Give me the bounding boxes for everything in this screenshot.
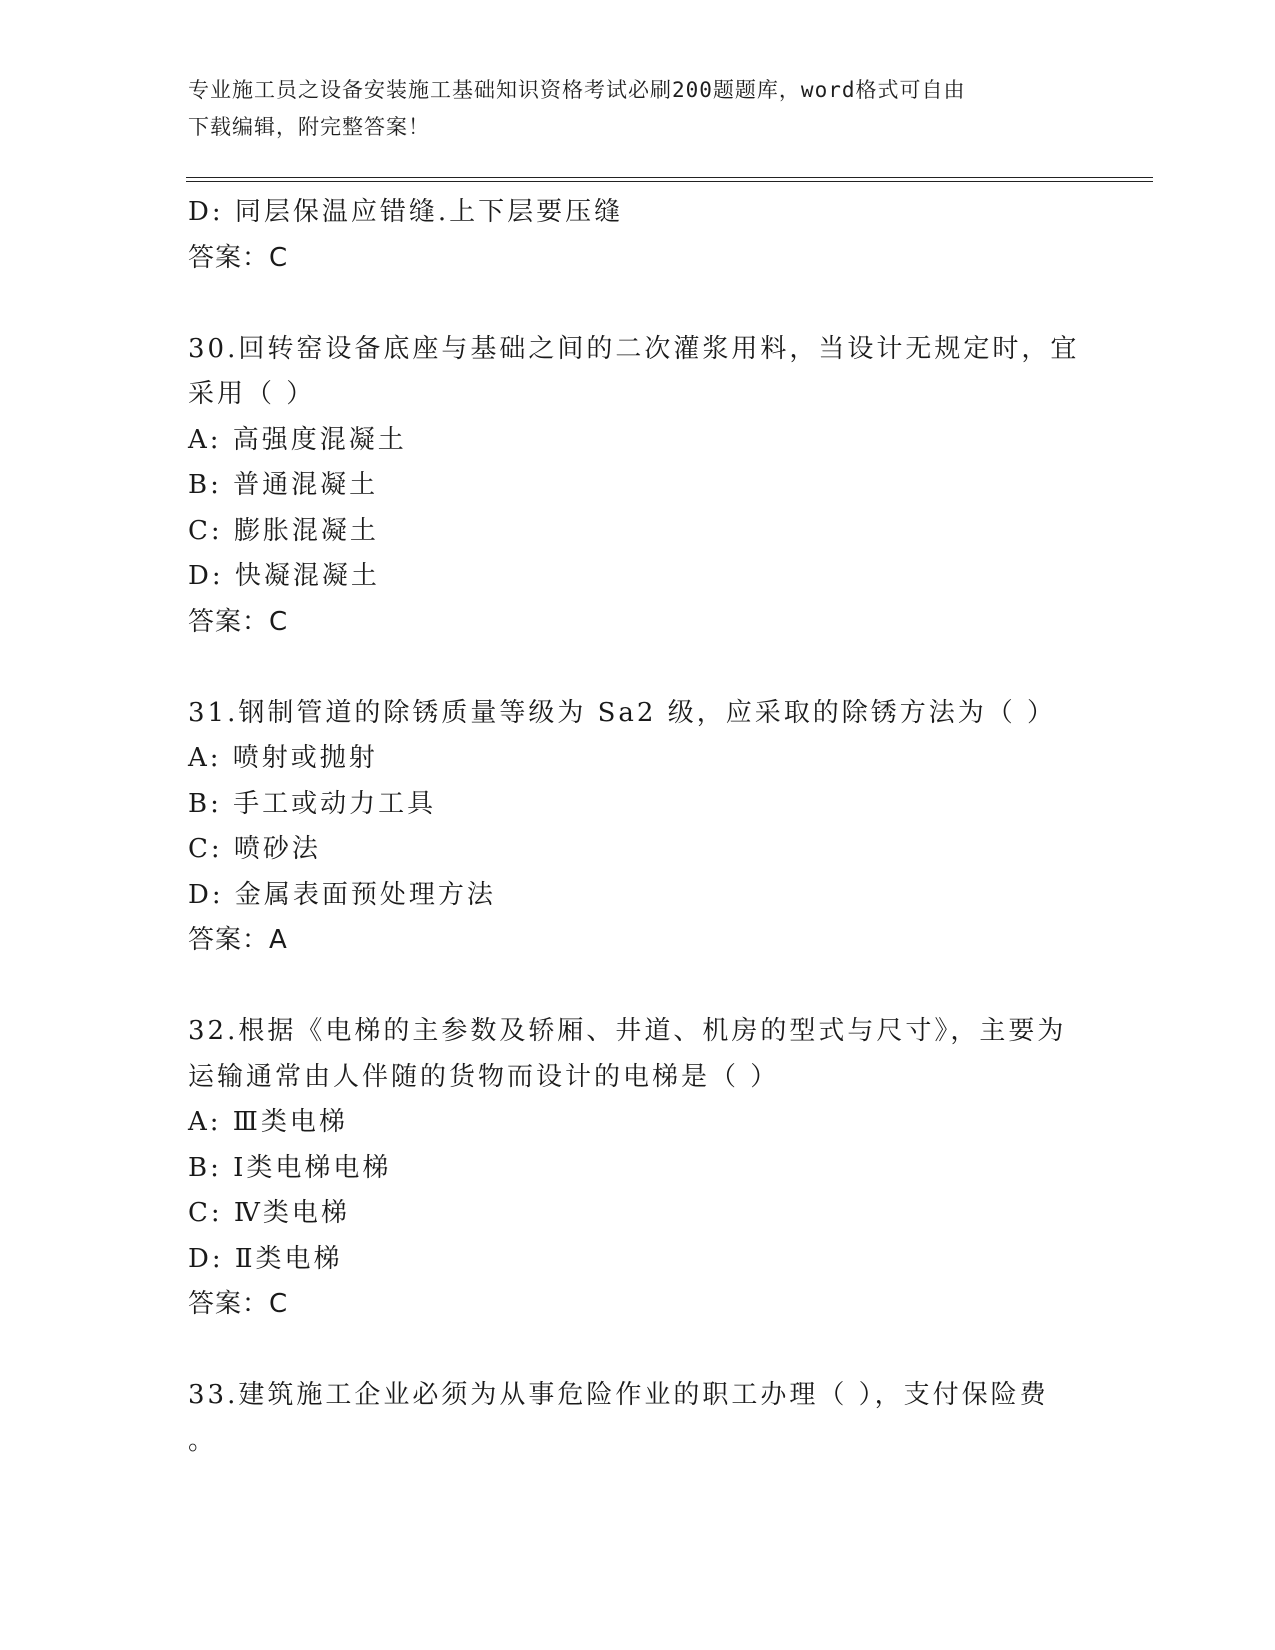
question-stem-continued: 采用（ ）	[188, 379, 316, 409]
answer: 答案：A	[188, 925, 288, 955]
question-stem: 31.钢制管道的除锈质量等级为 Sa2 级，应采取的除锈方法为（ ）	[188, 697, 1056, 728]
question-list	[188, 190, 1088, 1464]
question-31	[188, 691, 1088, 964]
option-a: A: 高强度混凝土	[188, 424, 407, 455]
option-d: D: 同层保温应错缝.上下层要压缝	[188, 197, 624, 227]
question-stem: 32.根据《电梯的主参数及轿厢、井道、机房的型式与尺寸》，主要为	[188, 1016, 1067, 1046]
header-line-2: 下载编辑，附完整答案！	[188, 115, 430, 139]
option-b: B: 普通混凝土	[188, 470, 379, 500]
question-stem-continued: 运输通常由人伴随的货物而设计的电梯是（ ）	[188, 1061, 780, 1092]
spacer	[188, 281, 1088, 327]
option-c: C: Ⅳ类电梯	[188, 1198, 350, 1228]
option-d: D: Ⅱ类电梯	[188, 1243, 343, 1274]
option-d: D: 快凝混凝土	[188, 561, 380, 591]
option-d: D: 金属表面预处理方法	[188, 879, 496, 910]
option-b: B: 手工或动力工具	[188, 788, 437, 819]
option-a: A: Ⅲ类电梯	[188, 1107, 348, 1137]
header-rule-top	[186, 177, 1153, 178]
question-stem-continued: 。	[188, 1425, 218, 1456]
spacer	[188, 964, 1088, 1010]
question-29-tail	[188, 190, 1088, 281]
header-rule-bottom	[186, 181, 1153, 182]
document-header	[188, 72, 1088, 146]
option-b: B: Ⅰ类电梯电梯	[188, 1152, 392, 1183]
question-33	[188, 1373, 1088, 1464]
option-c: C: 膨胀混凝土	[188, 515, 379, 546]
option-a: A: 喷射或抛射	[188, 743, 378, 773]
question-30	[188, 327, 1088, 646]
question-stem: 33.建筑施工企业必须为从事危险作业的职工办理（ ），支付保险费	[188, 1380, 1049, 1410]
answer: 答案：C	[188, 1289, 289, 1319]
question-stem: 30.回转窑设备底座与基础之间的二次灌浆用料，当设计无规定时，宜	[188, 333, 1080, 364]
option-c: C: 喷砂法	[188, 834, 321, 864]
header-line-1: 专业施工员之设备安装施工基础知识资格考试必刷200题题库，word格式可自由	[188, 78, 966, 102]
spacer	[188, 1328, 1088, 1374]
spacer	[188, 645, 1088, 691]
answer: 答案：C	[188, 606, 289, 637]
answer: 答案：C	[188, 242, 289, 273]
question-32	[188, 1009, 1088, 1328]
